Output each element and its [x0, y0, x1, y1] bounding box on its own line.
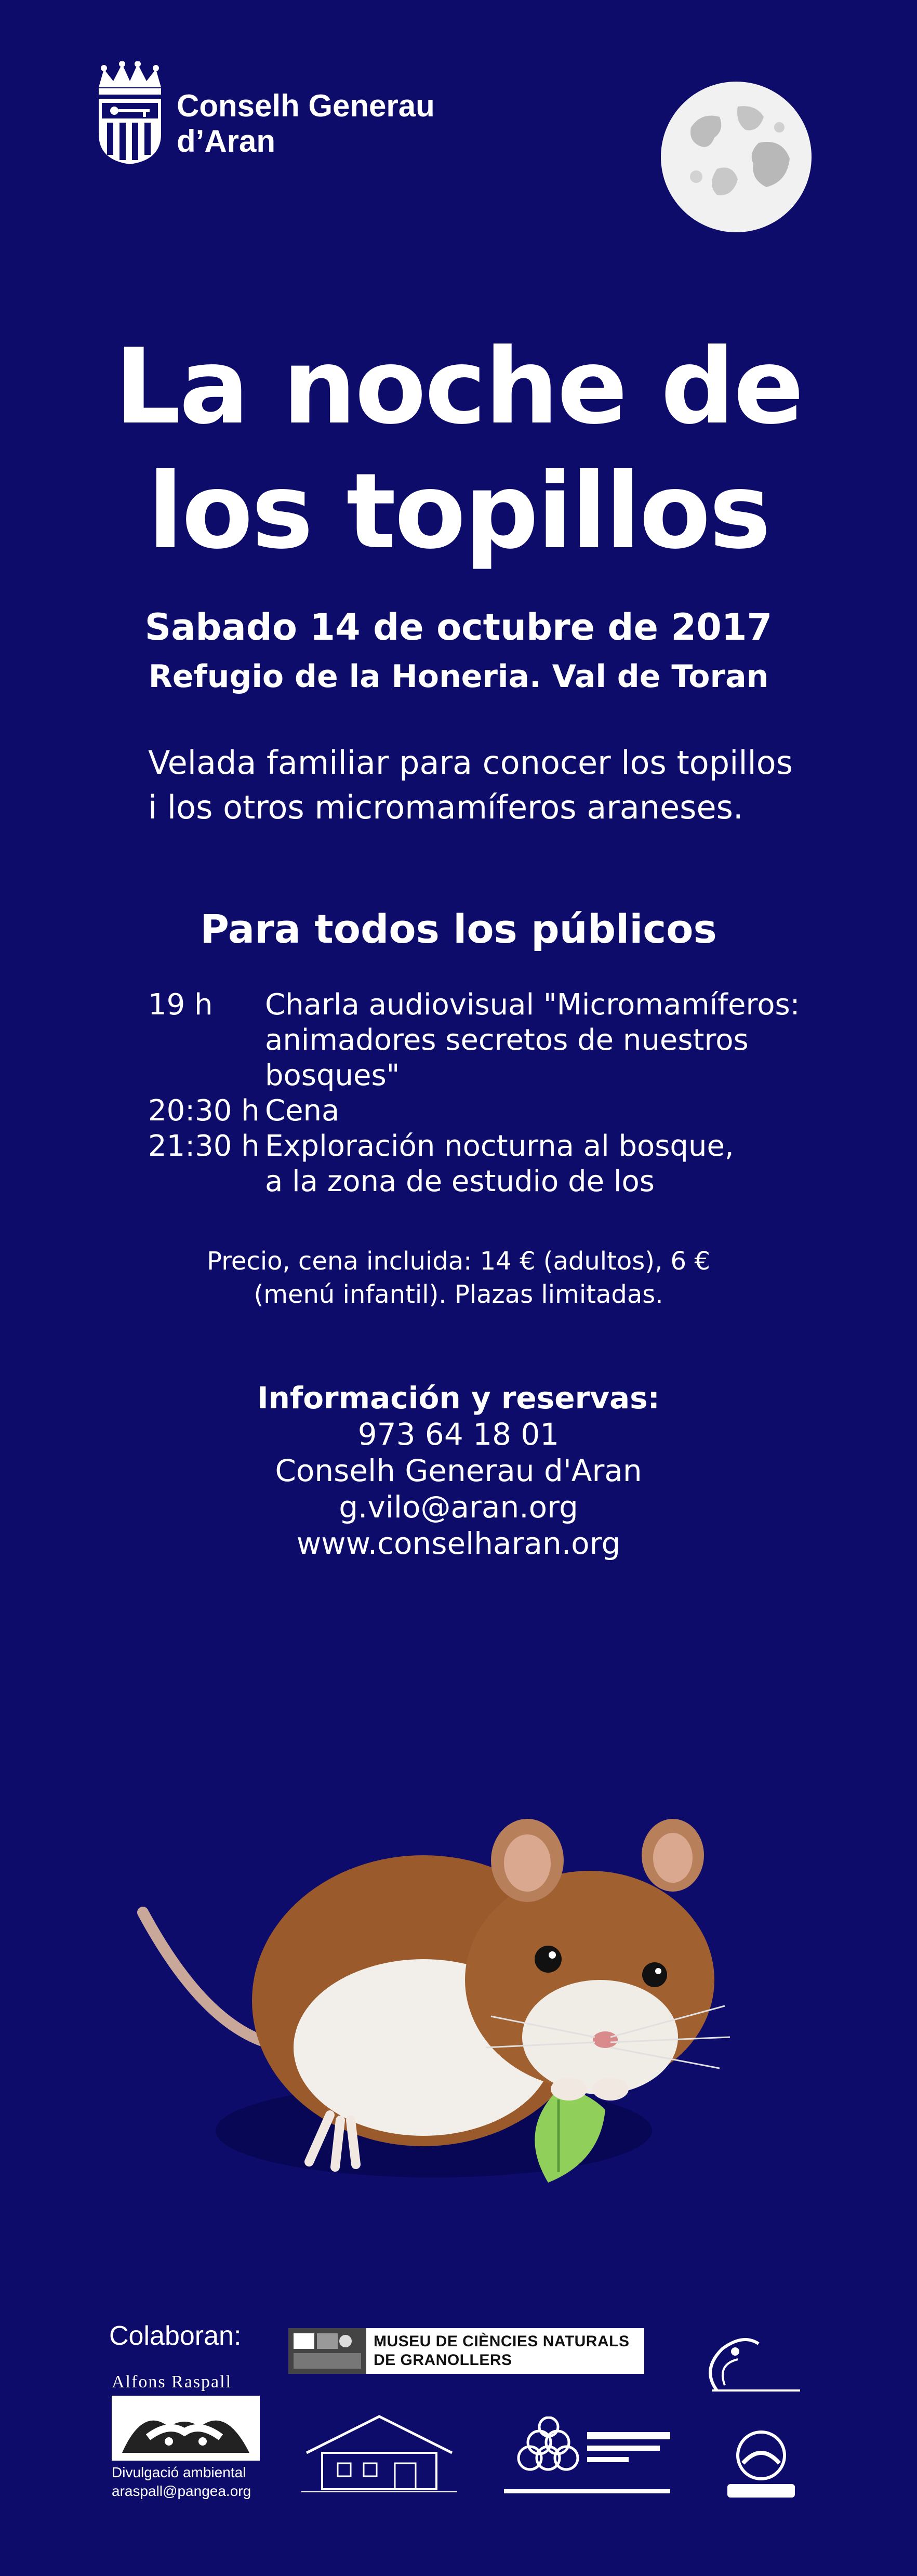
educacio-pirineus-vius-logo [488, 2416, 683, 2505]
event-title-line1: La noche de [114, 326, 803, 447]
badger-logo [112, 2396, 260, 2461]
schedule-text-line: a la zona de estudio de los [265, 1165, 655, 1198]
refugi-era-honeria-logo [291, 2396, 468, 2500]
schedule-description [265, 1129, 800, 1199]
schedule-time: 21:30 h [148, 1129, 260, 1163]
event-intro-line2: i los otros micromamíferos araneses. [148, 788, 743, 826]
contact-website[interactable]: www.conselharan.org [296, 1526, 621, 1561]
museum-icon [288, 2328, 366, 2374]
schedule-description [265, 987, 800, 1093]
schedule-description [265, 1093, 800, 1129]
schedule-text-line: Cena [265, 1094, 340, 1128]
alfons-raspall-email[interactable]: araspall@pangea.org [112, 2483, 251, 2499]
schedule-row [148, 1129, 800, 1199]
museum-name-line2: DE GRANOLLERS [374, 2352, 512, 2369]
audience-heading: Para todos los públicos [200, 906, 717, 952]
schedule-time: 20:30 h [148, 1094, 260, 1128]
vole-illustration [112, 1756, 735, 2224]
schedule-text-line: animadores secretos de nuestros [265, 1023, 749, 1057]
event-title [0, 325, 917, 574]
schedule-text-line: Charla audiovisual "Micromamíferos: [265, 988, 800, 1022]
contact-organization: Conselh Generau d'Aran [275, 1453, 642, 1488]
museum-name-line1: MUSEU DE CIÈNCIES NATURALS [374, 2333, 630, 2350]
schedule-row [148, 1093, 800, 1129]
verd-e-blu-logo [696, 2323, 805, 2406]
collaborators-label: Colaboran: [109, 2321, 242, 2351]
contact-email[interactable]: g.vilo@aran.org [339, 1489, 578, 1525]
event-place: Refugio de la Honeria. Val de Toran [148, 658, 769, 695]
museum-granollers-logo [288, 2328, 644, 2374]
museum-name [374, 2332, 629, 2370]
schedule-text-line: Exploración nocturna al bosque, [265, 1129, 734, 1163]
organization-name-line1: Conselh Generau [177, 88, 435, 123]
pirene-logo [709, 2427, 813, 2505]
organization-name [177, 88, 435, 159]
price-line1: Precio, cena incluida: 14 € (adultos), 6 € [207, 1247, 710, 1276]
price-line2: (menú infantil). Plazas limitadas. [254, 1280, 663, 1309]
organization-name-line2: d’Aran [177, 124, 276, 158]
contact-info [0, 1380, 917, 1562]
contact-heading: Información y reservas: [257, 1380, 660, 1416]
event-intro-line1: Velada familiar para conocer los topillos [148, 744, 793, 782]
schedule-time: 19 h [148, 988, 213, 1022]
moon-icon [660, 81, 813, 234]
event-intro [148, 741, 793, 830]
alfons-raspall-tagline: Divulgació ambiental [112, 2464, 246, 2480]
schedule-text-line: bosques" [265, 1059, 400, 1092]
conselh-generau-crest-logo [94, 61, 166, 165]
contact-phone: 973 64 18 01 [357, 1417, 560, 1452]
event-date: Sabado 14 de octubre de 2017 [144, 606, 773, 649]
alfons-raspall-name: Alfons Raspall [112, 2372, 232, 2392]
schedule-row [148, 987, 800, 1093]
schedule [148, 987, 800, 1199]
event-title-line2: los topillos [148, 451, 769, 572]
price-info [0, 1245, 917, 1311]
